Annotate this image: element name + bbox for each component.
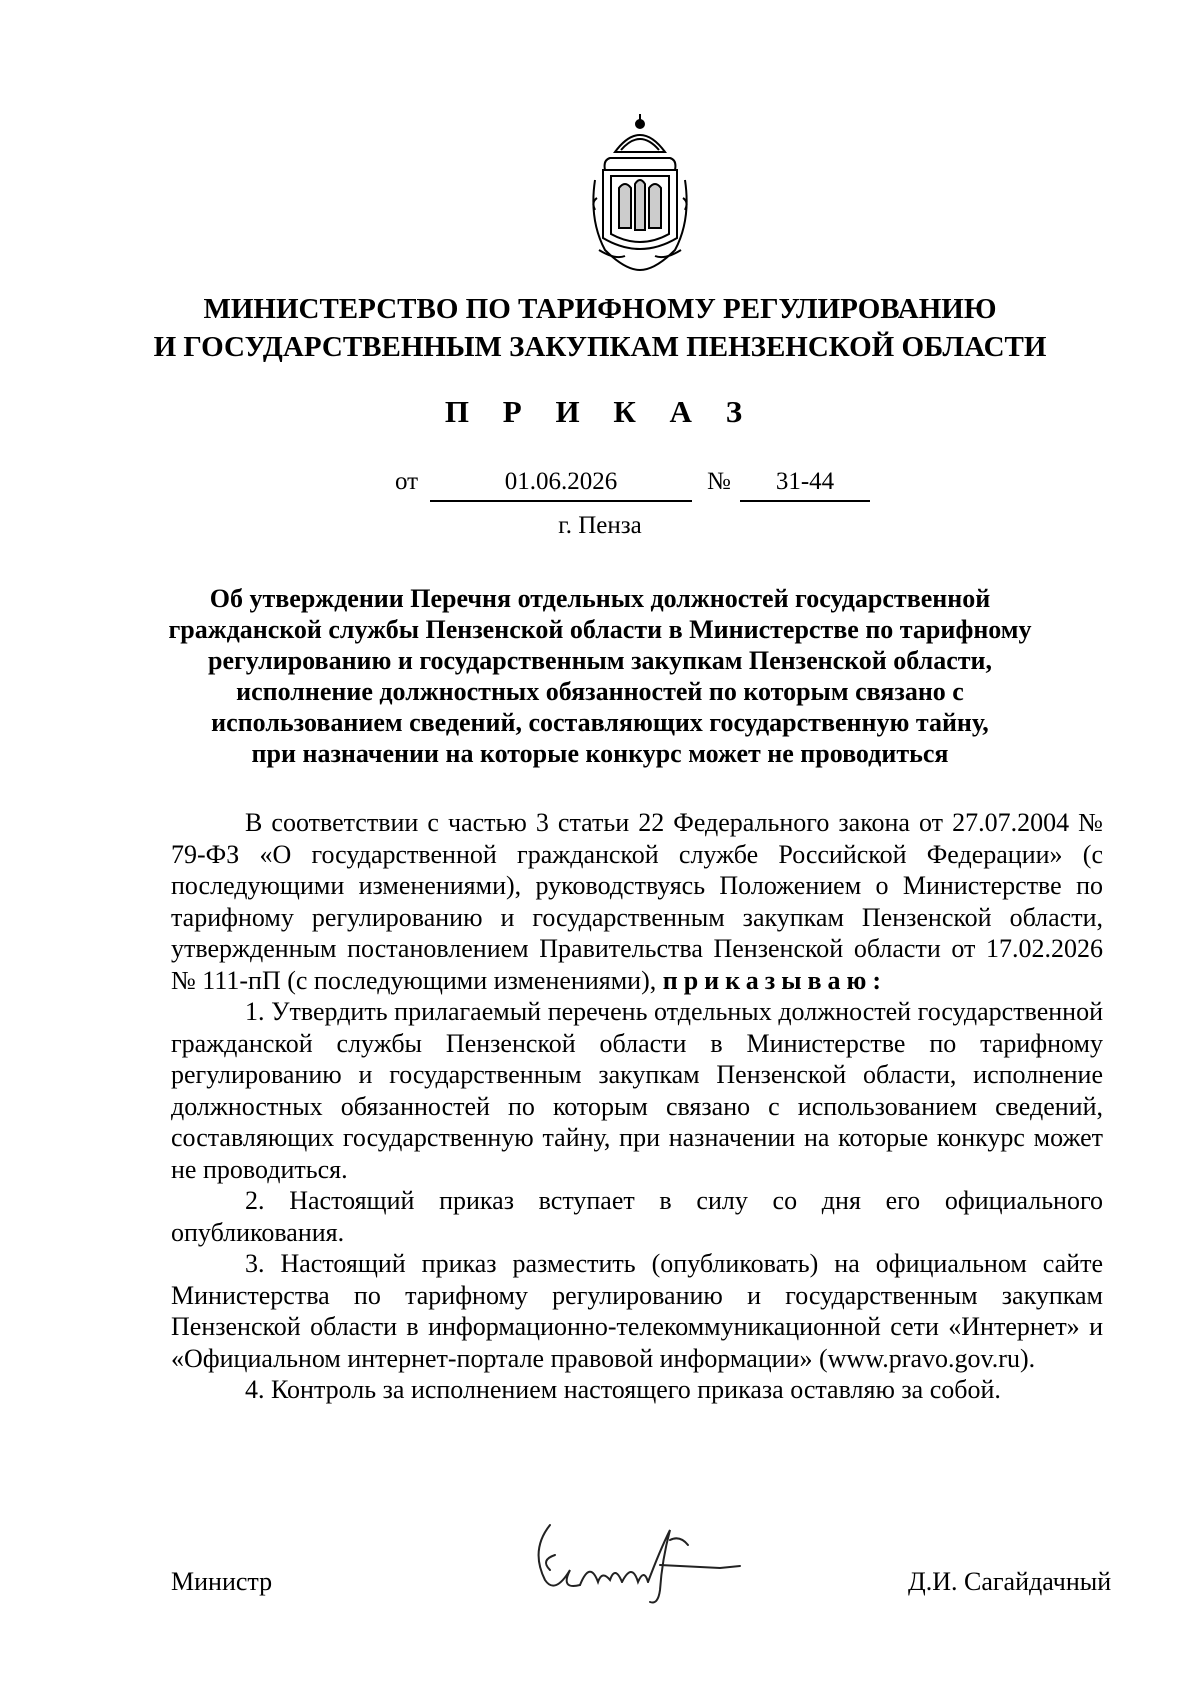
order-item-2: 2. Настоящий приказ вступает в силу со дня его официального опубликования. bbox=[171, 1186, 1103, 1247]
order-item-1: 1. Утвердить прилагаемый перечень отдельных должностей государственной гражданской службы Пензенской области в Министерстве по тарифному регулированию и государственным закупкам Пензенской области, исполнение должностных обязанностей по которым связано с использованием сведений, составляющих государственную тайну, при назначении на которые конкурс может не проводиться. bbox=[171, 997, 1103, 1184]
coat-of-arms-emblem bbox=[585, 110, 695, 275]
order-word: приказываю: bbox=[662, 965, 888, 995]
number-label: № bbox=[707, 468, 731, 495]
handwritten-signature bbox=[520, 1510, 750, 1610]
document-date: 01.06.2026 bbox=[430, 468, 692, 502]
title-line: Об утверждении Перечня отдельных должностей государственной bbox=[209, 584, 991, 613]
document-number: 31-44 bbox=[740, 468, 870, 502]
title-line: регулированию и государственным закупкам Пензенской области, bbox=[207, 646, 993, 675]
order-item-3: 3. Настоящий приказ разместить (опубликовать) на официальном сайте Министерства по тарифному регулированию и государственным закупкам Пензенской области в информационно-телекоммуникационной сети «Интернет» и «Официальном интернет-портале правовой информации» (www.pravo.gov.ru). bbox=[171, 1249, 1103, 1373]
document-body bbox=[171, 807, 1103, 1406]
title-line: при назначении на которые конкурс может не проводиться bbox=[251, 739, 949, 768]
document-title bbox=[160, 583, 1040, 769]
intro-text: В соответствии с частью 3 статьи 22 Федерального закона от 27.07.2004 № 79-ФЗ «О государственной гражданской службе Российской Федерации» (с последующими изменениями), руководствуясь Положением о Министерстве по тарифному регулированию и государственным закупкам Пензенской области, утвержденным постановлением Правительства Пензенской области от 17.02.2026 № 111-пП (с последующими изменениями), bbox=[171, 808, 1103, 995]
title-line: исполнение должностных обязанностей по которым связано с bbox=[236, 677, 964, 706]
document-city: г. Пенза bbox=[558, 512, 642, 539]
order-item-4: 4. Контроль за исполнением настоящего приказа оставляю за собой. bbox=[245, 1375, 1001, 1404]
ministry-line-2: И ГОСУДАРСТВЕННЫМ ЗАКУПКАМ ПЕНЗЕНСКОЙ ОБЛАСТИ bbox=[153, 331, 1047, 363]
date-label: от bbox=[395, 468, 419, 495]
ministry-name bbox=[150, 290, 1050, 366]
document-type: П Р И К А З bbox=[444, 394, 756, 429]
title-line: гражданской службы Пензенской области в Министерстве по тарифному bbox=[168, 615, 1032, 644]
ministry-line-1: МИНИСТЕРСТВО ПО ТАРИФНОМУ РЕГУЛИРОВАНИЮ bbox=[203, 293, 997, 325]
signer-position: Министр bbox=[171, 1567, 273, 1596]
title-line: использованием сведений, составляющих государственную тайну, bbox=[211, 708, 989, 737]
intro-paragraph bbox=[171, 807, 1103, 996]
signer-name: Д.И. Сагайдачный bbox=[908, 1567, 1112, 1596]
